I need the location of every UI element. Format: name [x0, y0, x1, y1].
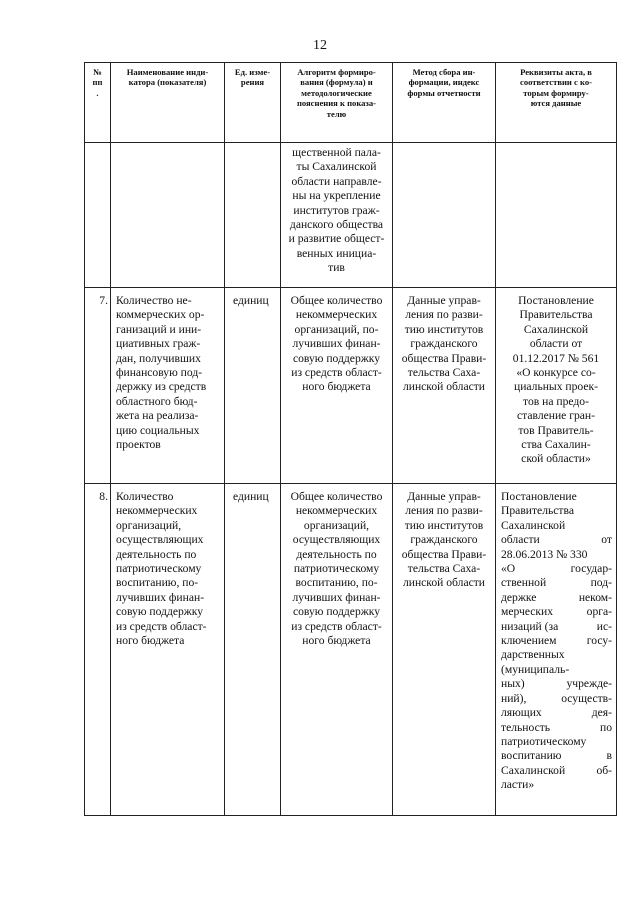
- cell-text-line: Алгоритм формиро-: [297, 67, 376, 77]
- cell-text-line: Данные управ-: [407, 490, 481, 503]
- cell-text-line: области направле-: [291, 174, 382, 188]
- cell-text-line: Общее количество: [290, 294, 383, 307]
- cell-text-line: линской области: [402, 380, 486, 394]
- unit-cell: единиц: [225, 484, 281, 816]
- cell-text-line: тов Правитель-: [518, 423, 594, 437]
- cell-text-line: 01.12.2017 № 561: [512, 351, 600, 365]
- cell-text-line: [501, 605, 616, 619]
- header-name: [111, 63, 225, 143]
- header-method: [393, 63, 496, 143]
- cell-text-line: гражданского: [410, 337, 478, 351]
- cell-text-word: от: [601, 533, 612, 547]
- cell-text-line: телю: [326, 108, 347, 119]
- method-cell: [393, 484, 496, 816]
- cell-text-line: Количество: [116, 490, 174, 503]
- header-unit: [225, 63, 281, 143]
- requisites-cell: [496, 288, 617, 484]
- cont-num-cell: [85, 143, 111, 288]
- requisites-cell: [496, 484, 617, 816]
- header-requisites: [496, 63, 617, 143]
- cell-text-line: Правительства: [501, 504, 574, 518]
- cell-text-word: Сахалинской: [501, 763, 566, 777]
- indicators-table: [84, 62, 617, 816]
- cell-text-line: организаций,: [303, 518, 370, 532]
- cell-text-line: организаций,: [116, 518, 182, 532]
- cell-text-line: [501, 706, 616, 720]
- cell-text-line: некоммерческих: [116, 504, 198, 518]
- cell-text-line: [501, 576, 616, 590]
- cell-text-line: финансовую под-: [116, 366, 203, 380]
- cell-text-line: данского общества: [289, 218, 384, 232]
- cell-text-line: из средств област-: [291, 619, 382, 633]
- cell-text-word: неком-: [578, 590, 612, 604]
- cell-text-word: ний),: [501, 691, 527, 705]
- cell-text-line: ставление гран-: [517, 409, 595, 423]
- cell-text-line: проектов: [116, 438, 161, 452]
- cell-text-word: воспитанию: [501, 749, 562, 763]
- cell-text-word: ляющих: [501, 706, 542, 720]
- header-num: [85, 63, 111, 143]
- cell-text-line: коммерческих ор-: [116, 308, 205, 322]
- cell-text-line: формы отчетности: [407, 87, 481, 98]
- cell-text-line: дан, получивших: [116, 351, 201, 365]
- cell-text-line: совую поддержку: [292, 351, 381, 365]
- table-row-continuation: [85, 143, 617, 288]
- cell-text-line: .: [96, 87, 99, 98]
- cell-text-word: области: [501, 533, 540, 547]
- cell-text-word: по: [599, 720, 612, 734]
- cell-text-line: из средств област-: [116, 619, 207, 633]
- algorithm-cell: [281, 484, 393, 816]
- cell-text-line: ного бюджета: [302, 634, 371, 648]
- cell-text-line: общества Прави-: [401, 351, 487, 365]
- cell-text-line: №: [93, 67, 102, 77]
- cont-algorithm-cell: [281, 143, 393, 288]
- cell-text-line: из средств област-: [291, 366, 382, 380]
- cell-text-line: совую поддержку: [116, 605, 204, 619]
- cell-text-line: Сахалинской: [523, 322, 589, 336]
- cell-text-line: «О конкурсе со-: [516, 366, 596, 380]
- method-cell: [393, 288, 496, 484]
- cell-text-line: тию институтов: [404, 518, 484, 532]
- cell-text-word: учрежде-: [566, 677, 612, 691]
- cell-text-word: ных): [501, 677, 525, 691]
- cell-text-line: патриотическому: [501, 734, 587, 748]
- cell-text-word: низаций (за: [501, 619, 559, 633]
- cell-text-word: тельность: [501, 720, 551, 734]
- cell-text-word: держке: [501, 590, 537, 604]
- cell-text-line: воспитанию, по-: [116, 576, 199, 590]
- algorithm-cell: [281, 288, 393, 484]
- cell-text-line: ны на укрепление: [292, 189, 381, 203]
- cell-text-line: Данные управ-: [407, 294, 481, 307]
- cell-text-line: линской области: [402, 576, 486, 590]
- cell-text-line: организаций, по-: [294, 322, 379, 336]
- cell-text-line: Общее количество: [290, 490, 383, 503]
- cell-text-line: держку из средств: [116, 380, 207, 394]
- table-row: [85, 484, 617, 816]
- cell-text-word: в: [606, 749, 612, 763]
- row-number: 8.: [85, 484, 111, 816]
- cell-text-line: циальных проек-: [514, 380, 598, 394]
- cell-text-line: [501, 721, 616, 735]
- cell-text-line: тив: [328, 261, 345, 275]
- cell-text-line: деятельность по: [296, 547, 377, 561]
- cont-unit-cell: [225, 143, 281, 288]
- cell-text-line: ской области»: [521, 452, 591, 466]
- cell-text-line: Постановление: [518, 294, 594, 307]
- cell-text-line: [501, 692, 616, 706]
- cell-text-word: ис-: [596, 619, 612, 633]
- cell-text-line: институтов граж-: [293, 203, 380, 217]
- cell-text-word: об-: [596, 763, 612, 777]
- cell-text-line: ления по разви-: [405, 308, 483, 322]
- cell-text-line: некоммерческих: [295, 308, 378, 322]
- cell-text-line: [501, 562, 616, 576]
- table-header-row: [85, 63, 617, 143]
- cell-text-line: методологические: [301, 87, 372, 98]
- cell-text-line: [501, 749, 616, 763]
- cell-text-line: лучивших финан-: [292, 590, 381, 604]
- cell-text-line: Количество не-: [116, 294, 192, 307]
- cell-text-line: осуществляющих: [116, 533, 204, 547]
- cell-text-line: щественной пала-: [292, 146, 381, 159]
- cell-text-word: под-: [590, 576, 612, 590]
- cell-text-line: пп: [92, 77, 103, 88]
- cell-text-line: лучивших финан-: [292, 337, 381, 351]
- cell-text-line: [501, 620, 616, 634]
- cell-text-line: патриотическому: [116, 562, 202, 576]
- cell-text-line: дарственных: [501, 648, 565, 662]
- cell-text-line: циативных граж-: [116, 337, 201, 351]
- cell-text-line: венных инициа-: [296, 246, 377, 260]
- cell-text-line: [501, 533, 616, 547]
- unit-cell: единиц: [225, 288, 281, 484]
- cell-text-line: областного бюд-: [116, 394, 198, 408]
- cell-text-line: соответствии с ко-: [520, 77, 592, 88]
- cell-text-line: торым формиру-: [523, 87, 589, 98]
- cell-text-word: ственной: [501, 576, 547, 590]
- cell-text-line: ласти»: [501, 778, 535, 792]
- cell-text-line: ления по разви-: [405, 504, 483, 518]
- cell-text-word: «О: [501, 562, 516, 576]
- cell-text-line: тов на предо-: [523, 394, 589, 408]
- indicator-name-cell: [111, 288, 225, 484]
- table-row: [85, 288, 617, 484]
- cell-text-line: жета на реализа-: [116, 409, 199, 423]
- cell-text-line: ного бюджета: [116, 634, 185, 648]
- cell-text-line: [501, 764, 616, 778]
- page-number: 12: [313, 38, 327, 53]
- cell-text-word: осуществ-: [561, 691, 612, 705]
- row-number: 7.: [85, 288, 111, 484]
- cell-text-line: Наименование инди-: [126, 67, 209, 77]
- cell-text-line: формации, индекс: [408, 77, 480, 88]
- cell-text-line: ного бюджета: [302, 380, 371, 394]
- cell-text-word: дея-: [591, 706, 612, 720]
- cell-text-word: мерческих: [501, 605, 554, 619]
- cont-requisites-cell: [496, 143, 617, 288]
- cell-text-line: общества Прави-: [401, 547, 487, 561]
- cell-text-word: орга-: [586, 605, 612, 619]
- cell-text-line: и развитие общест-: [288, 232, 385, 246]
- indicator-name-cell: [111, 484, 225, 816]
- cell-text-word: ключением: [501, 634, 557, 648]
- header-algorithm: [281, 63, 393, 143]
- cell-text-line: совую поддержку: [292, 605, 381, 619]
- cell-text-line: Сахалинской: [501, 518, 566, 532]
- cell-text-line: 28.06.2013 № 330: [501, 547, 588, 561]
- cell-text-line: [501, 634, 616, 648]
- cell-text-line: области от: [529, 337, 583, 351]
- cell-text-line: катора (показателя): [128, 77, 207, 88]
- cell-text-line: ются данные: [530, 98, 582, 109]
- cell-text-line: [501, 677, 616, 691]
- cell-text-word: госу-: [586, 634, 612, 648]
- cell-text-line: Постановление: [501, 490, 577, 503]
- cell-text-word: государ-: [570, 562, 612, 576]
- cell-text-line: некоммерческих: [295, 504, 378, 518]
- cell-text-line: ты Сахалинской: [296, 160, 377, 174]
- cell-text-line: тельства Саха-: [407, 562, 481, 576]
- cell-text-line: тию институтов: [404, 322, 484, 336]
- cell-text-line: рения: [240, 77, 265, 88]
- cell-text-line: Реквизиты акта, в: [520, 67, 592, 77]
- cell-text-line: Ед. изме-: [234, 67, 271, 77]
- cell-text-line: осуществляющих: [292, 533, 381, 547]
- cell-text-line: (муниципаль-: [501, 662, 570, 676]
- cell-text-line: [501, 591, 616, 605]
- cell-text-line: Метод сбора ин-: [412, 67, 476, 77]
- cell-text-line: деятельность по: [116, 547, 197, 561]
- cell-text-line: цию социальных: [116, 423, 200, 437]
- cell-text-line: воспитанию, по-: [295, 576, 378, 590]
- cell-text-line: гражданского: [410, 533, 478, 547]
- cell-text-line: тельства Саха-: [407, 366, 481, 380]
- cell-text-line: вания (формула) и: [300, 77, 373, 88]
- cont-name-cell: [111, 143, 225, 288]
- cell-text-line: Правительства: [519, 308, 593, 322]
- cont-method-cell: [393, 143, 496, 288]
- cell-text-line: ганизаций и ини-: [116, 322, 202, 336]
- cell-text-line: патриотическому: [293, 562, 380, 576]
- cell-text-line: ства Сахалин-: [521, 438, 591, 452]
- cell-text-line: лучивших финан-: [116, 590, 205, 604]
- cell-text-line: пояснения к показа-: [296, 98, 377, 109]
